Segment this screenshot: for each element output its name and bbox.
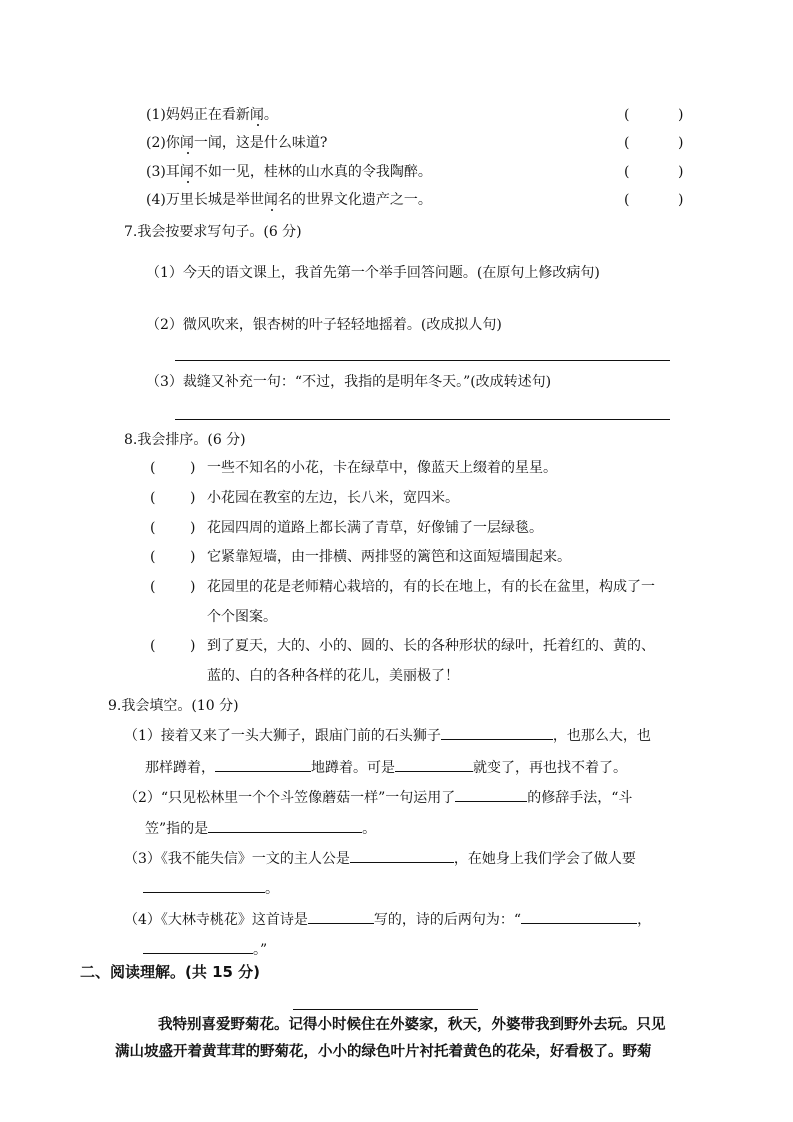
- answer-paren-close: ): [190, 490, 196, 506]
- answer-paren-close: ): [190, 638, 196, 654]
- q9-text: 笠”指的是: [145, 821, 209, 837]
- answer-paren-open: (: [150, 638, 156, 654]
- q8-item-6-cont: 蓝的、白的各种各样的花儿，美丽极了！: [207, 668, 459, 684]
- q6-text: 。: [263, 107, 278, 123]
- q8-item-1: 一些不知名的小花，卡在绿草中，像蓝天上缀着的星星。: [207, 460, 557, 476]
- q6-item-3: [146, 162, 432, 182]
- q7-title: 7.我会按要求写句子。(6 分): [124, 224, 302, 240]
- answer-paren-open: (: [150, 520, 156, 536]
- q9-item-3: [124, 848, 636, 868]
- fill-blank[interactable]: [395, 757, 473, 772]
- q7-item-2: （2）微风吹来，银杏树的叶子轻轻地摇着。(改成拟人句): [146, 317, 502, 333]
- fill-blank[interactable]: [308, 909, 374, 924]
- q9-item-4: [124, 909, 651, 929]
- q6-dotted-char: 闻: [179, 164, 194, 180]
- q8-item-3: 花园四周的道路上都长满了青草，好像铺了一层绿毯。: [207, 520, 543, 536]
- fill-blank[interactable]: [455, 787, 527, 802]
- q8-item-2: 小花园在教室的左边，长八米，宽四米。: [207, 490, 459, 506]
- q9-text: 。: [265, 881, 279, 897]
- passage-line-2: 满山坡盛开着黄茸茸的野菊花，小小的绿色叶片衬托着黄色的花朵，好看极了。野菊: [115, 1044, 652, 1060]
- q6-text: (2)你: [146, 135, 180, 151]
- q6-text: (4)万里长城是举世: [146, 192, 264, 208]
- q9-text: ，也那么大，也: [552, 728, 651, 744]
- answer-paren-close: ): [190, 549, 196, 565]
- answer-line[interactable]: [175, 360, 670, 361]
- answer-paren-close: ): [190, 520, 196, 536]
- q6-text: 名的世界文化遗产之一。: [277, 192, 432, 208]
- q9-text: ，: [637, 912, 652, 928]
- q6-item-1: [146, 105, 278, 125]
- q9-text: 地蹲着。可是: [311, 760, 395, 776]
- q9-text: （2）“只见松林里一个个斗笠像蘑菇一样”一句运用了: [124, 790, 456, 806]
- fill-blank[interactable]: [208, 818, 362, 833]
- q9-item-2-cont: [145, 818, 376, 838]
- q9-text: 就变了，再也找不着了。: [473, 760, 627, 776]
- answer-paren-open: (: [624, 135, 630, 151]
- answer-paren-close: ): [678, 135, 684, 151]
- q9-text: （3）《我不能失信》一文的主人公是: [124, 851, 350, 867]
- q9-item-1-cont: [145, 757, 627, 777]
- q9-text: 的修辞手法，“斗: [527, 790, 633, 806]
- q9-text: （4）《大林寺桃花》这首诗是: [124, 912, 308, 928]
- q6-text: 一闻，这是什么味道?: [193, 135, 328, 151]
- q8-item-4: 它紧靠短墙，由一排横、两排竖的篱笆和这面短墙围起来。: [207, 549, 571, 565]
- q9-title: 9.我会填空。(10 分): [108, 698, 239, 714]
- q8-item-5-cont: 个个图案。: [207, 609, 277, 625]
- fill-blank[interactable]: [521, 909, 637, 924]
- answer-paren-open: (: [624, 192, 630, 208]
- answer-paren-close: ): [190, 579, 196, 595]
- q6-item-2: [146, 133, 327, 153]
- passage-title-blank[interactable]: [293, 1009, 478, 1010]
- q9-text: （1）接着又来了一头大狮子，跟庙门前的石头狮子: [124, 728, 441, 744]
- fill-blank[interactable]: [215, 757, 311, 772]
- section-2-title: 二、阅读理解。(共 15 分): [80, 963, 261, 981]
- answer-paren-open: (: [150, 579, 156, 595]
- q6-text: (1)妈妈正在看新: [146, 107, 250, 123]
- answer-paren-open: (: [150, 490, 156, 506]
- answer-paren-close: ): [678, 107, 684, 123]
- q8-item-6: 到了夏天，大的、小的、圆的、长的各种形状的绿叶，托着红的、黄的、: [207, 638, 655, 654]
- fill-blank[interactable]: [350, 848, 454, 863]
- fill-blank[interactable]: [143, 878, 265, 893]
- answer-paren-close: ): [190, 460, 196, 476]
- q9-item-4-cont: [143, 939, 267, 959]
- q6-item-4: [146, 190, 432, 210]
- q9-text: ，在她身上我们学会了做人要: [453, 851, 636, 867]
- q8-item-5: 花园里的花是老师精心栽培的，有的长在地上，有的长在盆里，构成了一: [207, 579, 655, 595]
- q6-dotted-char: 闻: [263, 192, 278, 208]
- q9-item-2: [124, 787, 632, 807]
- q8-title: 8.我会排序。(6 分): [124, 432, 246, 448]
- q9-text: 那样蹲着，: [145, 760, 215, 776]
- q9-item-1: [124, 725, 651, 745]
- q6-text: (3)耳: [146, 164, 180, 180]
- answer-paren-close: ): [678, 192, 684, 208]
- answer-paren-open: (: [624, 164, 630, 180]
- q6-text: 不如一见，桂林的山水真的令我陶醉。: [193, 164, 432, 180]
- answer-paren-open: (: [150, 460, 156, 476]
- answer-paren-open: (: [624, 107, 630, 123]
- answer-paren-open: (: [150, 549, 156, 565]
- answer-paren-close: ): [678, 164, 684, 180]
- fill-blank[interactable]: [143, 939, 253, 954]
- q9-text: 。: [362, 821, 377, 837]
- q7-item-1: （1）今天的语文课上，我首先第一个举手回答问题。(在原句上修改病句): [146, 265, 600, 281]
- q6-dotted-char: 闻: [249, 107, 264, 123]
- q9-text: 写的，诗的后两句为：“: [373, 912, 522, 928]
- fill-blank[interactable]: [441, 725, 553, 740]
- q7-item-3: （3）裁缝又补充一句：“不过，我指的是明年冬天。”(改成转述句): [146, 374, 552, 390]
- q9-item-3-cont: [143, 878, 279, 898]
- passage-line-1: 我特别喜爱野菊花。记得小时候住在外婆家，秋天，外婆带我到野外去玩。只见: [158, 1017, 666, 1033]
- answer-line[interactable]: [175, 419, 670, 420]
- q6-dotted-char: 闻: [179, 135, 194, 151]
- q9-text: 。”: [253, 942, 268, 958]
